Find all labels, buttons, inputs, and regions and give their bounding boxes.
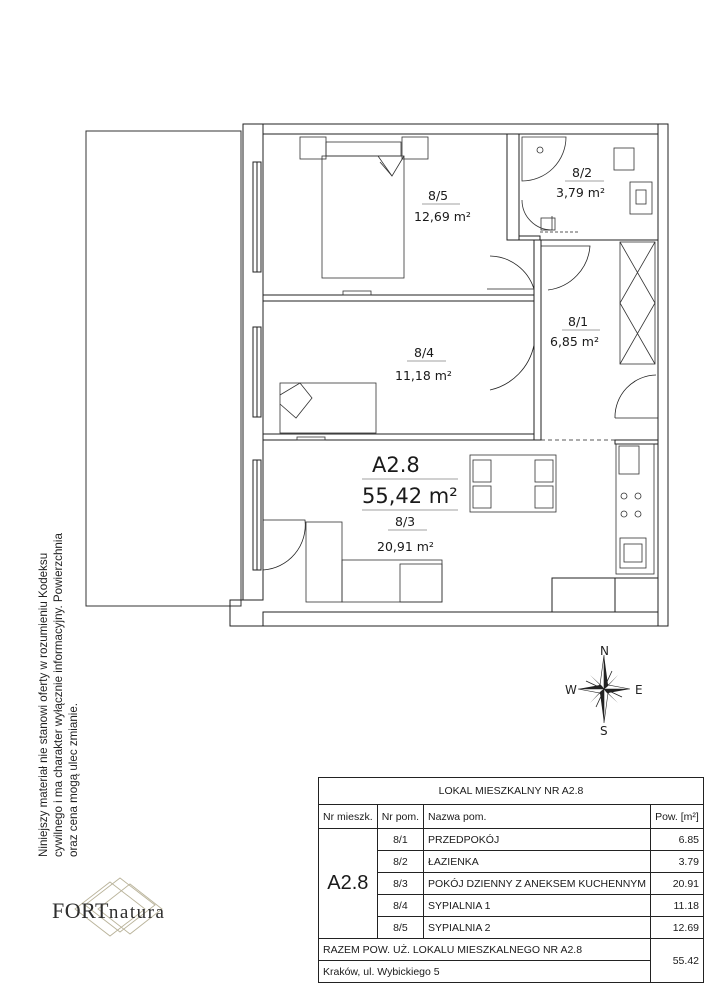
room-8-1-number: 8/1 [568, 314, 589, 329]
row-name: SYPIALNIA 2 [424, 917, 651, 939]
row-area: 20.91 [651, 873, 704, 895]
col-header-name: Nazwa pom. [424, 805, 651, 829]
room-8-1-area: 6,85 m² [550, 334, 599, 349]
unit-code: A2.8 [319, 829, 378, 939]
row-name: PRZEDPOKÓJ [424, 829, 651, 851]
room-8-4-area: 11,18 m² [395, 368, 452, 383]
compass-s: S [600, 724, 608, 738]
compass-n: N [600, 644, 609, 658]
disclaimer-line-2: cywilnego i ma charakter wyłącznie informacyjny. Powierzchnia [52, 533, 65, 857]
row-nr: 8/1 [377, 829, 423, 851]
bed-room-8-4 [280, 291, 376, 440]
row-name: ŁAZIENKA [424, 851, 651, 873]
table-row [319, 851, 704, 873]
wardrobe [620, 242, 655, 364]
room-8-4-number: 8/4 [414, 345, 435, 360]
col-header-unit: Nr mieszk. [319, 805, 378, 829]
bathroom-fixtures [522, 137, 652, 230]
total-value: 55.42 [651, 939, 704, 983]
logo-text-natura: natura [108, 902, 166, 923]
room-8-3-number: 8/3 [395, 514, 416, 529]
address: Kraków, ul. Wybickiego 5 [319, 961, 651, 983]
table-row [319, 829, 704, 851]
col-header-room: Nr pom. [377, 805, 423, 829]
row-nr: 8/4 [377, 895, 423, 917]
row-name: POKÓJ DZIENNY Z ANEKSEM KUCHENNYM [424, 873, 651, 895]
compass-w: W [565, 683, 577, 697]
living-furniture [306, 455, 556, 602]
apartment-code: A2.8 [372, 453, 420, 477]
table-row [319, 873, 704, 895]
terrace [86, 131, 241, 606]
row-nr: 8/5 [377, 917, 423, 939]
table-row [319, 895, 704, 917]
room-8-5-number: 8/5 [428, 188, 449, 203]
apartment-spec-table [318, 777, 704, 983]
doors [263, 232, 658, 570]
fortnatura-logo [50, 874, 200, 944]
room-8-2-area: 3,79 m² [556, 185, 605, 200]
disclaimer-line-1: Niniejszy materiał nie stanowi oferty w rozumieniu Kodeksu [37, 552, 50, 857]
row-nr: 8/3 [377, 873, 423, 895]
bed-room-8-5 [300, 137, 428, 278]
row-area: 12.69 [651, 917, 704, 939]
disclaimer-line-3: oraz cena mogą ulec zmianie. [67, 702, 80, 857]
row-area: 11.18 [651, 895, 704, 917]
table-row [319, 917, 704, 939]
room-8-2-number: 8/2 [572, 165, 593, 180]
col-header-area: Pow. [m²] [651, 805, 704, 829]
total-label: RAZEM POW. UŻ. LOKALU MIESZKALNEGO NR A2.8 [319, 939, 651, 961]
row-name: SYPIALNIA 1 [424, 895, 651, 917]
room-8-5-area: 12,69 m² [414, 209, 471, 224]
compass-e: E [635, 683, 643, 697]
compass-rose [578, 655, 630, 723]
table-title: LOKAL MIESZKALNY NR A2.8 [319, 778, 704, 805]
row-area: 3.79 [651, 851, 704, 873]
disclaimer [36, 497, 81, 857]
row-nr: 8/2 [377, 851, 423, 873]
room-8-3-area: 20,91 m² [377, 539, 434, 554]
apartment-total-area: 55,42 m² [362, 484, 458, 508]
row-area: 6.85 [651, 829, 704, 851]
logo-text-fort: FORT [52, 898, 109, 923]
kitchen [616, 444, 654, 574]
